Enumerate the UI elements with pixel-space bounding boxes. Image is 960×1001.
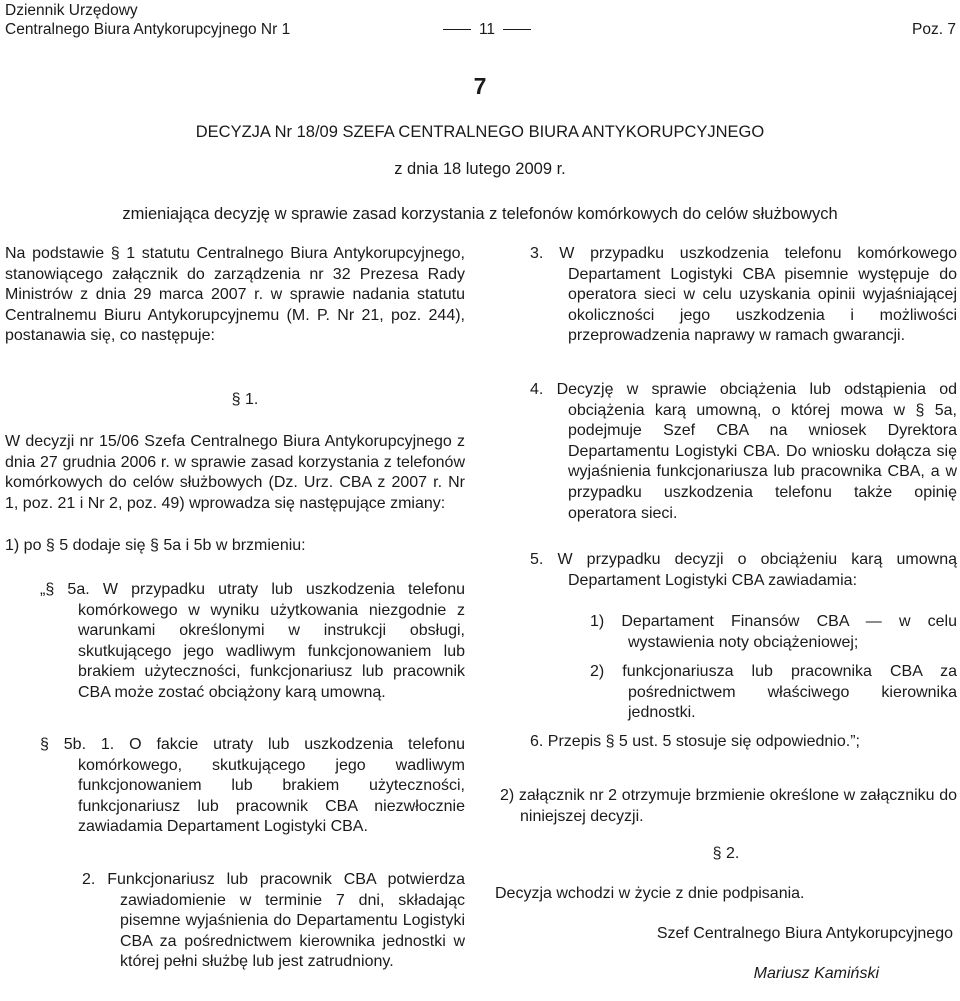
section-2-text: Decyzja wchodzi w życie z dnie podpisania. bbox=[495, 885, 805, 902]
page-number bbox=[433, 20, 541, 39]
document-number: 7 bbox=[473, 73, 487, 99]
list-item-2: 2) załącznik nr 2 otrzymuje brzmienie określone w załączniku do niniejszej decyzji. bbox=[500, 787, 957, 825]
preamble: Na podstawie § 1 statutu Centralnego Biura Antykorupcyjnego, stanowiącego załącznik do zarządzenia nr 32 Prezesa Rady Ministrów z dnia 29 marca 2007 r. w sprawie nadania statutu Centralnemu Biuru Antykorupcyjnemu (M. P. Nr 21, poz. 244), postanawia się, co następuje: bbox=[5, 245, 465, 345]
journal-title-line1: Dziennik Urzędowy bbox=[5, 2, 138, 19]
page-number-value: 11 bbox=[478, 21, 496, 38]
paragraph-5-item-2: 2) funkcjonariusza lub pracownika CBA za pośrednictwem właściwego kierownika jednostki. bbox=[590, 663, 957, 722]
journal-title-line2: Centralnego Biura Antykorupcyjnego Nr 1 bbox=[5, 21, 291, 38]
list-item-1: 1) po § 5 dodaje się § 5a i 5b w brzmieniu: bbox=[5, 537, 306, 554]
paragraph-5b-2: 2. Funkcjonariusz lub pracownik CBA potwierdza zawiadomienie w terminie 7 dni, składając pisemne wyjaśnienia do Departamentu Logistyki CBA za pośrednictwem kierownika jednostki w której pełni służbę lub jest zatrudniony. bbox=[82, 871, 465, 971]
position-number: Poz. 7 bbox=[912, 21, 956, 38]
section-1-heading: § 1. bbox=[231, 391, 259, 408]
document-subject: zmieniająca decyzję w sprawie zasad korzystania z telefonów komórkowych do celów służbowych bbox=[122, 205, 838, 223]
paragraph-4: 4. Decyzję w sprawie obciążenia lub odstąpienia od obciążenia karą umowną, o której mowa w § 5a, podejmuje Szef CBA na wniosek Dyrektora Departamentu Logistyki CBA. Do wniosku dołącza się wyjaśnienia funkcjonariusza lub pracownika CBA, a w przypadku uszkodzenia telefonu także opinię operatora sieci. bbox=[530, 381, 957, 522]
dash-left bbox=[443, 29, 471, 30]
section-1-intro: W decyzji nr 15/06 Szefa Centralnego Biura Antykorupcyjnego z dnia 27 grudnia 2006 r. w sprawie zasad korzystania z telefonów komórkowych do celów służbowych (Dz. Urz. CBA z 2007 r. Nr 1, poz. 21 i Nr 2, poz. 49) wprowadza się następujące zmiany: bbox=[5, 433, 465, 512]
paragraph-5-item-1: 1) Departament Finansów CBA — w celu wystawienia noty obciążeniowej; bbox=[590, 613, 957, 651]
dash-right bbox=[503, 29, 531, 30]
document-date: z dnia 18 lutego 2009 r. bbox=[394, 160, 566, 178]
paragraph-5a: „§ 5a. W przypadku utraty lub uszkodzenia telefonu komórkowego w wyniku użytkowania niezgodnie z warunkami określonymi w instrukcji obsługi, skutkującego jego wadliwym funkcjonowaniem lub brakiem użyteczności, funkcjonariusz lub pracownik CBA może zostać obciążony karą umowną. bbox=[40, 581, 465, 701]
left-column bbox=[5, 244, 465, 973]
paragraph-6: 6. Przepis § 5 ust. 5 stosuje się odpowiednio.”; bbox=[530, 733, 860, 750]
signature-name: Mariusz Kamiński bbox=[753, 965, 879, 982]
right-column bbox=[495, 244, 957, 985]
page-header bbox=[5, 0, 960, 44]
paragraph-5b-1: § 5b. 1. O fakcie utraty lub uszkodzenia telefonu komórkowego, skutkującego jego wadliwym funkcjonowaniem lub brakiem użyteczności, funkcjonariusz lub pracownik CBA niezwłocznie zawiadamia Departament Logistyki CBA. bbox=[40, 736, 465, 836]
document-title: DECYZJA Nr 18/09 SZEFA CENTRALNEGO BIURA ANTYKORUPCYJNEGO bbox=[195, 123, 765, 141]
section-2-heading: § 2. bbox=[712, 845, 740, 862]
paragraph-5: 5. W przypadku decyzji o obciążeniu karą umowną Departament Logistyki CBA zawiadamia: bbox=[530, 551, 957, 589]
paragraph-3: 3. W przypadku uszkodzenia telefonu komórkowego Departament Logistyki CBA pisemnie występuje do operatora sieci w celu uzyskania opinii wyjaśniającej okoliczności jego uszkodzenia i możliwości przeprowadzenia naprawy w ramach gwarancji. bbox=[530, 245, 957, 345]
signature-title: Szef Centralnego Biura Antykorupcyjnego bbox=[656, 925, 953, 942]
